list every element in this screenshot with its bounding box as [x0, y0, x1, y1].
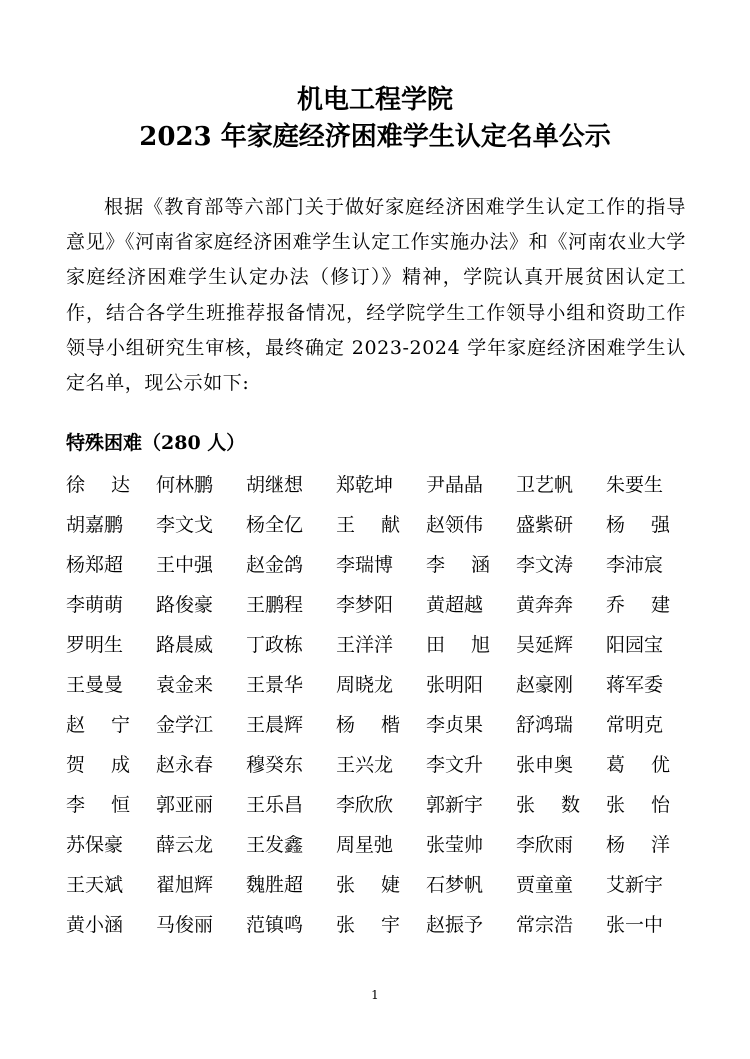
student-name: 石梦帆: [426, 874, 484, 896]
student-name: 翟旭辉: [156, 874, 214, 896]
name-row: [66, 630, 696, 670]
name-row: [66, 470, 696, 510]
student-name: 王天斌: [66, 874, 124, 896]
student-name: 葛优: [606, 754, 697, 776]
student-name: 李欣欣: [335, 794, 393, 816]
student-name: 赵领伟: [426, 514, 484, 536]
name-row: [66, 710, 696, 750]
student-name: 李文涛: [516, 554, 574, 576]
student-name: 郑乾坤: [336, 474, 394, 496]
student-name: 周晓龙: [336, 674, 394, 696]
student-name: 薛云龙: [156, 834, 214, 856]
name-row: [66, 590, 696, 630]
student-name: 杨全亿: [246, 514, 304, 536]
student-name: 李梦阳: [336, 594, 394, 616]
document-title: 机电工程学院: [296, 85, 453, 115]
name-row: [66, 830, 696, 870]
student-name: 朱要生: [606, 474, 664, 496]
student-name: 盛紫研: [516, 514, 574, 536]
student-name: 苏保豪: [66, 834, 124, 856]
student-name: 郭亚丽: [156, 794, 214, 816]
student-name: 王献: [336, 514, 427, 536]
student-name: 张婕: [336, 874, 427, 896]
student-name: 穆癸东: [246, 754, 304, 776]
student-name: 黄小涵: [66, 914, 124, 936]
student-name: 胡继想: [246, 474, 304, 496]
student-name: 赵豪刚: [516, 674, 574, 696]
student-name: 赵金鸽: [246, 554, 304, 576]
student-name: 乔建: [606, 594, 697, 616]
student-name: 张怡: [605, 794, 696, 816]
name-list: [66, 470, 696, 950]
student-name: 杨楷: [336, 714, 427, 736]
student-name: 王鹏程: [246, 594, 304, 616]
student-name: 徐达: [66, 474, 157, 496]
name-row: [66, 750, 696, 790]
student-name: 吴延辉: [516, 634, 574, 656]
student-name: 张申奥: [516, 754, 574, 776]
student-name: 李文升: [426, 754, 484, 776]
intro-paragraph: 根据《教育部等六部门关于做好家庭经济困难学生认定工作的指导意见》《河南省家庭经济困难学生认定工作实施办法》和《河南农业大学家庭经济困难学生认定办法（修订）》精神，学院认真开展贫困认定工作，结合各学生班推荐报备情况，经学院学生工作领导小组和资助工作领导小组研究生审核，最终确定 2023-2024 学年家庭经济困难学生认定名单，现公示如下:: [66, 196, 686, 395]
student-name: 阳园宝: [606, 634, 664, 656]
student-name: 杨洋: [606, 834, 697, 856]
student-name: 金学江: [156, 714, 214, 736]
student-name: 李恒: [66, 794, 157, 816]
student-name: 张数: [515, 794, 606, 816]
student-name: 李欣雨: [516, 834, 574, 856]
student-name: 黄超越: [426, 594, 484, 616]
student-name: 路晨威: [156, 634, 214, 656]
student-name: 赵宁: [66, 714, 157, 736]
student-name: 李文戈: [156, 514, 214, 536]
student-name: 张莹帅: [426, 834, 484, 856]
student-name: 周星弛: [336, 834, 394, 856]
student-name: 王乐昌: [246, 794, 304, 816]
student-name: 李涵: [426, 554, 517, 576]
name-row: [66, 790, 696, 830]
student-name: 黄奔奔: [516, 594, 574, 616]
name-row: [66, 910, 696, 950]
student-name: 舒鸿瑞: [516, 714, 574, 736]
student-name: 马俊丽: [156, 914, 214, 936]
student-name: 蒋军委: [606, 674, 664, 696]
student-name: 常明克: [606, 714, 664, 736]
student-name: 张明阳: [426, 674, 484, 696]
student-name: 卫艺帆: [516, 474, 574, 496]
student-name: 袁金来: [156, 674, 214, 696]
student-name: 丁政栋: [246, 634, 304, 656]
student-name: 何林鹏: [156, 474, 214, 496]
student-name: 赵永春: [156, 754, 214, 776]
name-row: [66, 870, 696, 910]
student-name: 尹晶晶: [426, 474, 484, 496]
student-name: 田旭: [426, 634, 517, 656]
student-name: 贾童童: [516, 874, 574, 896]
document-subtitle: 2023 年家庭经济困难学生认定名单公示: [139, 122, 611, 152]
student-name: 王洋洋: [336, 634, 394, 656]
student-name: 贺成: [66, 754, 157, 776]
student-name: 王兴龙: [336, 754, 394, 776]
section-heading: 特殊困难（280 人）: [66, 432, 246, 454]
student-name: 杨强: [606, 514, 697, 536]
student-name: 赵振予: [426, 914, 484, 936]
name-row: [66, 510, 696, 550]
student-name: 王中强: [156, 554, 214, 576]
student-name: 李萌萌: [66, 594, 124, 616]
student-name: 王曼曼: [66, 674, 124, 696]
name-row: [66, 550, 696, 590]
student-name: 李沛宸: [606, 554, 664, 576]
student-name: 张宇: [336, 914, 427, 936]
student-name: 李瑞博: [336, 554, 394, 576]
student-name: 王晨辉: [246, 714, 304, 736]
student-name: 杨郑超: [66, 554, 124, 576]
student-name: 常宗浩: [516, 914, 574, 936]
student-name: 魏胜超: [246, 874, 304, 896]
name-row: [66, 670, 696, 710]
student-name: 王发鑫: [246, 834, 304, 856]
student-name: 胡嘉鹏: [66, 514, 124, 536]
student-name: 张一中: [606, 914, 664, 936]
student-name: 郭新宇: [425, 794, 483, 816]
student-name: 李贞果: [426, 714, 484, 736]
student-name: 王景华: [246, 674, 304, 696]
student-name: 罗明生: [66, 634, 124, 656]
page-number: 1: [371, 988, 379, 1002]
student-name: 路俊豪: [156, 594, 214, 616]
student-name: 范镇鸣: [246, 914, 304, 936]
student-name: 艾新宇: [606, 874, 664, 896]
